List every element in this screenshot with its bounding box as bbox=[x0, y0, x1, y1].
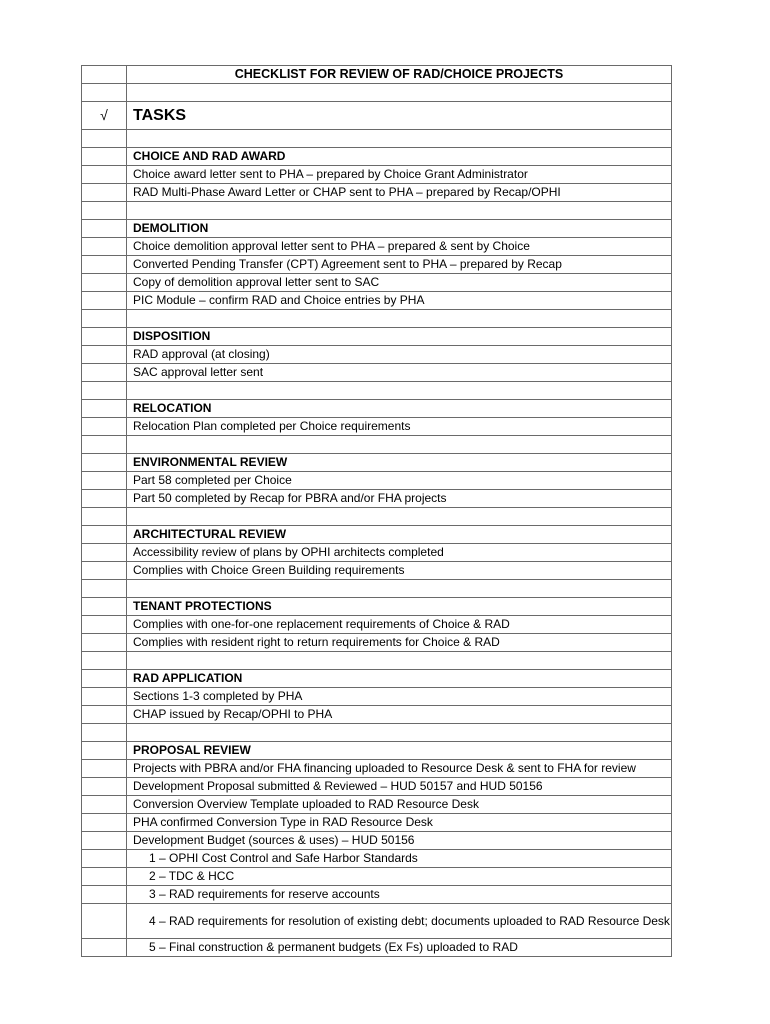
section-heading: RAD APPLICATION bbox=[127, 670, 672, 688]
blank-cell bbox=[127, 202, 672, 220]
task-row bbox=[82, 238, 672, 256]
task-row bbox=[82, 418, 672, 436]
task-text: Development Budget (sources & uses) – HUD 50156 bbox=[127, 832, 672, 850]
blank-cell bbox=[127, 382, 672, 400]
check-cell[interactable] bbox=[82, 526, 127, 544]
task-row bbox=[82, 814, 672, 832]
check-cell[interactable] bbox=[82, 868, 127, 886]
task-row bbox=[82, 274, 672, 292]
blank-row bbox=[82, 652, 672, 670]
task-row bbox=[82, 634, 672, 652]
section-row bbox=[82, 670, 672, 688]
check-cell[interactable] bbox=[82, 454, 127, 472]
checklist-sheet bbox=[81, 65, 671, 957]
section-heading: DEMOLITION bbox=[127, 220, 672, 238]
check-cell[interactable] bbox=[82, 130, 127, 148]
check-cell[interactable] bbox=[82, 418, 127, 436]
blank-row bbox=[82, 202, 672, 220]
check-cell[interactable] bbox=[82, 274, 127, 292]
check-column-header: √ bbox=[82, 102, 127, 130]
section-row bbox=[82, 454, 672, 472]
task-text: Copy of demolition approval letter sent to SAC bbox=[127, 274, 672, 292]
task-row bbox=[82, 346, 672, 364]
check-cell[interactable] bbox=[82, 310, 127, 328]
check-cell[interactable] bbox=[82, 688, 127, 706]
blank-cell bbox=[127, 310, 672, 328]
blank-cell bbox=[127, 436, 672, 454]
blank-cell bbox=[127, 84, 672, 102]
tasks-column-header: TASKS bbox=[127, 102, 672, 130]
check-cell[interactable] bbox=[82, 814, 127, 832]
document-title: CHECKLIST FOR REVIEW OF RAD/CHOICE PROJECTS bbox=[127, 66, 672, 84]
check-cell[interactable] bbox=[82, 508, 127, 526]
check-cell[interactable] bbox=[82, 634, 127, 652]
check-cell[interactable] bbox=[82, 850, 127, 868]
task-text: Sections 1-3 completed by PHA bbox=[127, 688, 672, 706]
title-row bbox=[82, 66, 672, 84]
task-row bbox=[82, 760, 672, 778]
header-row bbox=[82, 102, 672, 130]
check-cell[interactable] bbox=[82, 66, 127, 84]
task-text: Accessibility review of plans by OPHI architects completed bbox=[127, 544, 672, 562]
section-heading: ENVIRONMENTAL REVIEW bbox=[127, 454, 672, 472]
subtask-text: 3 – RAD requirements for reserve accounts bbox=[127, 886, 672, 904]
task-text: PHA confirmed Conversion Type in RAD Resource Desk bbox=[127, 814, 672, 832]
check-cell[interactable] bbox=[82, 580, 127, 598]
task-row bbox=[82, 292, 672, 310]
task-text: Part 58 completed per Choice bbox=[127, 472, 672, 490]
subtask-row bbox=[82, 904, 672, 939]
check-cell[interactable] bbox=[82, 256, 127, 274]
subtask-row bbox=[82, 850, 672, 868]
task-text: Complies with resident right to return requirements for Choice & RAD bbox=[127, 634, 672, 652]
blank-row bbox=[82, 84, 672, 102]
task-row bbox=[82, 184, 672, 202]
check-cell[interactable] bbox=[82, 652, 127, 670]
blank-cell bbox=[127, 724, 672, 742]
task-text: CHAP issued by Recap/OPHI to PHA bbox=[127, 706, 672, 724]
check-cell[interactable] bbox=[82, 166, 127, 184]
check-cell[interactable] bbox=[82, 364, 127, 382]
check-cell[interactable] bbox=[82, 436, 127, 454]
check-cell[interactable] bbox=[82, 598, 127, 616]
check-cell[interactable] bbox=[82, 382, 127, 400]
section-row bbox=[82, 400, 672, 418]
section-heading: CHOICE AND RAD AWARD bbox=[127, 148, 672, 166]
task-row bbox=[82, 490, 672, 508]
check-cell[interactable] bbox=[82, 760, 127, 778]
check-cell[interactable] bbox=[82, 796, 127, 814]
section-row bbox=[82, 220, 672, 238]
check-cell[interactable] bbox=[82, 562, 127, 580]
check-cell[interactable] bbox=[82, 886, 127, 904]
check-cell[interactable] bbox=[82, 184, 127, 202]
task-row bbox=[82, 616, 672, 634]
check-cell[interactable] bbox=[82, 148, 127, 166]
section-heading: RELOCATION bbox=[127, 400, 672, 418]
blank-cell bbox=[127, 508, 672, 526]
check-cell[interactable] bbox=[82, 400, 127, 418]
checklist-table bbox=[81, 65, 672, 957]
section-heading: ARCHITECTURAL REVIEW bbox=[127, 526, 672, 544]
check-cell[interactable] bbox=[82, 346, 127, 364]
task-text: SAC approval letter sent bbox=[127, 364, 672, 382]
blank-row bbox=[82, 310, 672, 328]
task-row bbox=[82, 364, 672, 382]
check-cell[interactable] bbox=[82, 778, 127, 796]
blank-cell bbox=[127, 130, 672, 148]
section-heading: PROPOSAL REVIEW bbox=[127, 742, 672, 760]
blank-row bbox=[82, 436, 672, 454]
check-cell[interactable] bbox=[82, 832, 127, 850]
task-row bbox=[82, 832, 672, 850]
task-text: Complies with Choice Green Building requirements bbox=[127, 562, 672, 580]
check-cell[interactable] bbox=[82, 742, 127, 760]
subtask-text: 5 – Final construction & permanent budgets (Ex Fs) uploaded to RAD bbox=[127, 939, 672, 957]
task-text: Conversion Overview Template uploaded to RAD Resource Desk bbox=[127, 796, 672, 814]
task-text: Converted Pending Transfer (CPT) Agreement sent to PHA – prepared by Recap bbox=[127, 256, 672, 274]
task-text: Part 50 completed by Recap for PBRA and/or FHA projects bbox=[127, 490, 672, 508]
section-heading: TENANT PROTECTIONS bbox=[127, 598, 672, 616]
task-row bbox=[82, 688, 672, 706]
task-row bbox=[82, 562, 672, 580]
section-heading: DISPOSITION bbox=[127, 328, 672, 346]
check-cell[interactable] bbox=[82, 904, 127, 939]
task-text: Development Proposal submitted & Reviewed – HUD 50157 and HUD 50156 bbox=[127, 778, 672, 796]
blank-row bbox=[82, 724, 672, 742]
check-cell[interactable] bbox=[82, 328, 127, 346]
blank-row bbox=[82, 508, 672, 526]
section-row bbox=[82, 328, 672, 346]
subtask-text bbox=[127, 904, 672, 939]
check-cell[interactable] bbox=[82, 220, 127, 238]
subtask-text: 2 – TDC & HCC bbox=[127, 868, 672, 886]
check-cell[interactable] bbox=[82, 84, 127, 102]
blank-cell bbox=[127, 580, 672, 598]
blank-row bbox=[82, 382, 672, 400]
subtask-row bbox=[82, 886, 672, 904]
check-cell[interactable] bbox=[82, 544, 127, 562]
task-text: Relocation Plan completed per Choice requirements bbox=[127, 418, 672, 436]
section-row bbox=[82, 526, 672, 544]
check-cell[interactable] bbox=[82, 670, 127, 688]
task-text: PIC Module – confirm RAD and Choice entries by PHA bbox=[127, 292, 672, 310]
task-text: Complies with one-for-one replacement requirements of Choice & RAD bbox=[127, 616, 672, 634]
check-cell[interactable] bbox=[82, 724, 127, 742]
task-text: Projects with PBRA and/or FHA financing uploaded to Resource Desk & sent to FHA for review bbox=[127, 760, 672, 778]
check-cell[interactable] bbox=[82, 292, 127, 310]
task-text: Choice demolition approval letter sent to PHA – prepared & sent by Choice bbox=[127, 238, 672, 256]
task-row bbox=[82, 166, 672, 184]
check-cell[interactable] bbox=[82, 490, 127, 508]
subtask-text: 1 – OPHI Cost Control and Safe Harbor Standards bbox=[127, 850, 672, 868]
subtask-row bbox=[82, 939, 672, 957]
section-row bbox=[82, 148, 672, 166]
blank-cell bbox=[127, 652, 672, 670]
task-row bbox=[82, 256, 672, 274]
task-row bbox=[82, 472, 672, 490]
check-cell[interactable] bbox=[82, 472, 127, 490]
task-text: RAD Multi-Phase Award Letter or CHAP sent to PHA – prepared by Recap/OPHI bbox=[127, 184, 672, 202]
subtask-text-wrapped: 4 – RAD requirements for resolution of existing debt; documents uploaded to RAD Resource Desk bbox=[149, 913, 670, 928]
task-row bbox=[82, 778, 672, 796]
blank-row bbox=[82, 130, 672, 148]
check-cell[interactable] bbox=[82, 616, 127, 634]
subtask-row bbox=[82, 868, 672, 886]
task-row bbox=[82, 706, 672, 724]
check-cell[interactable] bbox=[82, 706, 127, 724]
check-cell[interactable] bbox=[82, 939, 127, 957]
task-row bbox=[82, 796, 672, 814]
section-row bbox=[82, 742, 672, 760]
task-row bbox=[82, 544, 672, 562]
check-cell[interactable] bbox=[82, 238, 127, 256]
check-cell[interactable] bbox=[82, 202, 127, 220]
task-text: RAD approval (at closing) bbox=[127, 346, 672, 364]
section-row bbox=[82, 598, 672, 616]
task-text: Choice award letter sent to PHA – prepared by Choice Grant Administrator bbox=[127, 166, 672, 184]
blank-row bbox=[82, 580, 672, 598]
